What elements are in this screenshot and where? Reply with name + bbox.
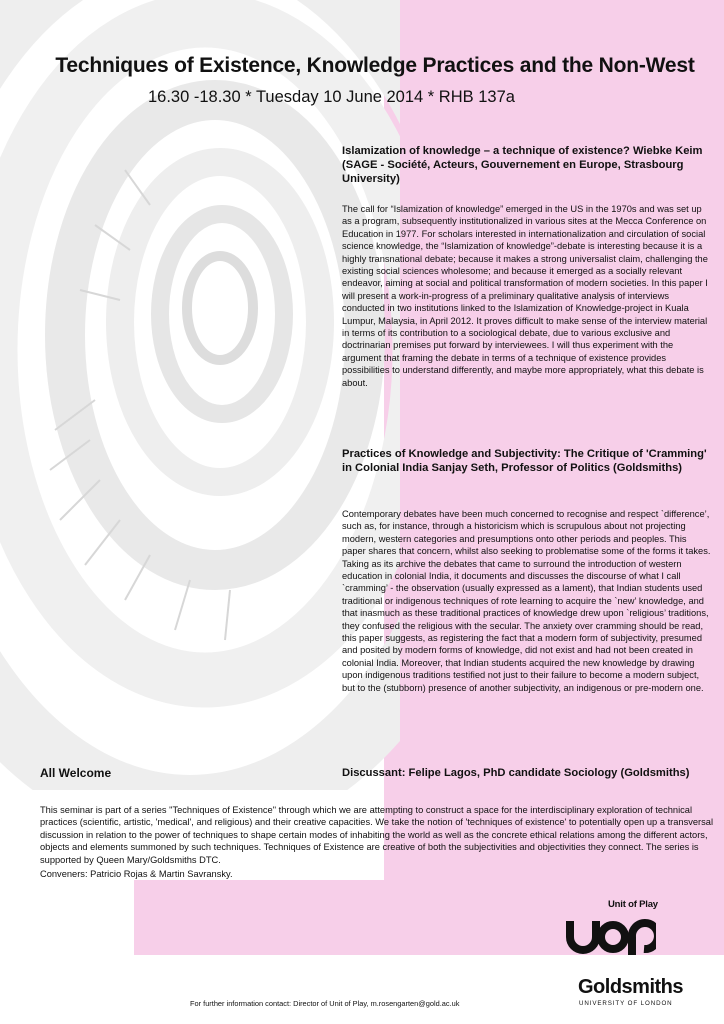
conveners: Conveners: Patricio Rojas & Martin Savransky. [40, 869, 233, 879]
contact-info: For further information contact: Director of Unit of Play, m.rosengarten@gold.ac.uk [190, 999, 460, 1008]
talk2-heading: Practices of Knowledge and Subjectivity: The Critique of 'Cramming' in Colonial India Sanjay Seth, Professor of Politics (Goldsmiths) [342, 448, 707, 475]
series-description: This seminar is part of a series "Techniques of Existence" through which we are attempting to construct a space for the interdisciplinary exploration of technical practices (scientific, artistic, 'medical', and religious) and their creative capacities. We take the notion of 'techniques of existence' to potentially open up a transversal discussion in relation to the power of techniques to shape certain modes of inhabiting the world as well as the concrete ethical relations among the different actors, objects and elements summoned by such techniques. Techniques of Existence are creative of both the subjectivities and objectivities they connect. The series is supported by Queen Mary/Goldsmiths DTC. [40, 805, 714, 865]
spiral-staircase-image [0, 0, 400, 790]
talk2-section [342, 447, 712, 475]
goldsmiths-logo: Goldsmiths [578, 976, 684, 998]
unit-of-play-label: Unit of Play [608, 899, 658, 910]
talk1-abstract: The call for “Islamization of knowledge” emerged in the US in the 1970s and was set up as a program, subsequently institutionalized in various sites at the Mecca Conference on Education in 1977. For scholars interested in internationalization and circulation of social science knowledge, the “Islamization of knowledge”-debate is interesting because it is a highly transnational debate; because it makes a strong universalist claim, challenging the existing social sciences wholesome; and because it emerged as a socially relevant endeavor, aiming at social and political transformation of modern societies. In this paper I will present a work-in-progress of a preliminary qualitative analysis of interviews conducted in two institutions linked to the Islamization of Knowledge-project in Kuala Lumpur, Malaysia, in April 2012. It proves difficult to make sense of the interview material in terms of its contribution to a sociological debate, due to various exclusive and doctrinarian premises put forward by interviewees. I will thus experiment with the argument that framing the debate in terms of a technique of existence provides possibilities to understand differently, and maybe more appropriately, what this debate is about. [342, 204, 708, 388]
talk1-abstract-block [342, 203, 712, 389]
all-welcome: All Welcome [40, 766, 112, 780]
event-datetime-location: 16.30 -18.30 * Tuesday 10 June 2014 * RHB 137a [148, 88, 515, 106]
goldsmiths-subtitle: UNIVERSITY OF LONDON [579, 1000, 673, 1007]
page-title: Techniques of Existence, Knowledge Practices and the Non-West [55, 54, 695, 77]
discussant: Discussant: Felipe Lagos, PhD candidate Sociology (Goldsmiths) [342, 767, 690, 779]
pink-background-band [384, 0, 724, 880]
talk1-section [342, 144, 712, 187]
talk2-abstract-block [342, 508, 712, 694]
talk2-abstract: Contemporary debates have been much concerned to recognise and respect `difference’, such as, for instance, through a historicism which is scrupulous about not projecting modern, western categories and presumptions onto other periods and peoples. This paper shares that concern, whilst also seeking to problematise some of the forms it takes. Taking as its archive the debates that came to surround the introduction of western education in colonial India, it documents and discusses the discourse of what I call `cramming’ - the observation (usually expressed as a lament), that Indian students used traditional or indigenous techniques of rote learning to acquire the `new’ knowledge, and that inasmuch as these traditional practices of knowledge drew upon `religious’ traditions, they confused the religious with the secular. The anxiety over cramming should be read, this paper suggests, as registering the fact that a modern form of subjectivity, presumed and posited by modern forms of knowledge, did not exist and had not been created in colonial India. Moreover, that Indian students acquired the new knowledge by drawing upon indigenous traditions testified not just to their failure to become a modern subject, but to the (stubborn) presence of another subjectivity, an indigenous or pre-modern one. [342, 509, 711, 693]
unit-of-play-logo-icon [566, 915, 656, 959]
talk1-heading: Islamization of knowledge – a technique of existence? Wiebke Keim (SAGE - Société, Acteurs, Gouvernement en Europe, Strasbourg University) [342, 145, 703, 186]
